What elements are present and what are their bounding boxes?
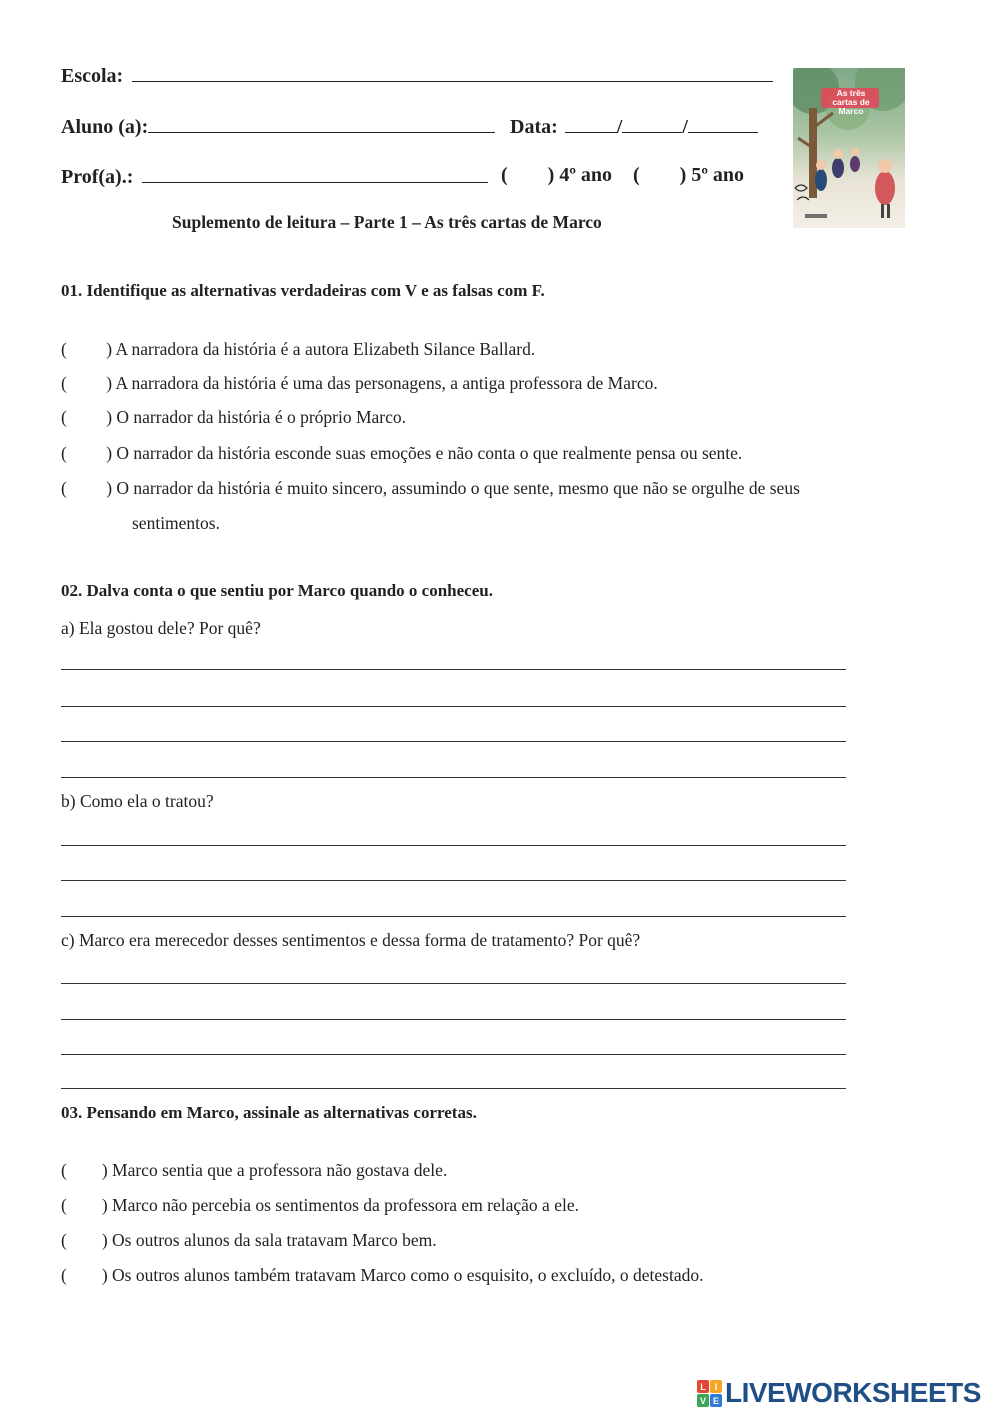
q1-item-3[interactable]: ( ) O narrador da história é o próprio Marco.: [61, 407, 407, 427]
date-month-blank[interactable]: [622, 114, 682, 133]
answer-line[interactable]: [61, 1088, 846, 1089]
date-year-blank[interactable]: [688, 114, 758, 133]
svg-text:V: V: [699, 1396, 707, 1406]
answer-line[interactable]: [61, 741, 846, 742]
answer-line[interactable]: [61, 669, 846, 670]
answer-line[interactable]: [61, 1019, 846, 1020]
q1-item-2[interactable]: ( ) A narradora da história é uma das personagens, a antiga professora de Marco.: [61, 373, 658, 393]
answer-line[interactable]: [61, 777, 846, 778]
q3-item-2[interactable]: ( ) Marco não percebia os sentimentos da professora em relação a ele.: [61, 1195, 579, 1215]
school-label: Escola:: [61, 65, 124, 87]
student-field[interactable]: [61, 114, 495, 139]
teacher-label: Prof(a).:: [61, 166, 134, 188]
student-blank[interactable]: [148, 114, 495, 133]
q2-b-prompt: b) Como ela o tratou?: [61, 791, 214, 811]
answer-line[interactable]: [61, 983, 846, 984]
date-field[interactable]: [510, 114, 758, 139]
q3-title: 03. Pensando em Marco, assinale as alternativas corretas.: [61, 1103, 477, 1122]
school-blank[interactable]: [132, 63, 773, 82]
answer-line[interactable]: [61, 916, 846, 917]
brand-name: LIVEWORKSHEETS: [725, 1377, 981, 1408]
date-slash: /: [682, 116, 688, 138]
grade-5-option[interactable]: ( ) 5º ano: [633, 164, 745, 186]
q2-c-prompt: c) Marco era merecedor desses sentimentos e dessa forma de tratamento? Por quê?: [61, 930, 641, 950]
q1-item-5[interactable]: ( ) O narrador da história é muito sincero, assumindo o que sente, mesmo que não se orgulhe de seus: [61, 478, 800, 498]
q3-item-3[interactable]: ( ) Os outros alunos da sala tratavam Marco bem.: [61, 1230, 437, 1250]
answer-line[interactable]: [61, 706, 846, 707]
q1-title: 01. Identifique as alternativas verdadeiras com V e as falsas com F.: [61, 281, 545, 300]
date-day-blank[interactable]: [565, 114, 617, 133]
answer-line[interactable]: [61, 845, 846, 846]
teacher-field[interactable]: [61, 164, 488, 189]
svg-text:I: I: [714, 1382, 718, 1392]
book-cover-image: [793, 68, 905, 228]
q3-item-1[interactable]: ( ) Marco sentia que a professora não gostava dele.: [61, 1160, 448, 1180]
q2-a-prompt: a) Ela gostou dele? Por quê?: [61, 618, 261, 638]
logo-blocks-icon: [697, 1380, 723, 1408]
date-slash: /: [616, 116, 623, 138]
student-label: Aluno (a):: [61, 116, 149, 138]
q1-item-1[interactable]: ( ) A narradora da história é a autora Elizabeth Silance Ballard.: [61, 339, 536, 359]
teacher-blank[interactable]: [142, 164, 488, 183]
grade-4-option[interactable]: ( ) 4º ano: [501, 164, 613, 186]
page-subtitle: Suplemento de leitura – Parte 1 – As três cartas de Marco: [172, 212, 602, 232]
answer-line[interactable]: [61, 880, 846, 881]
date-label: Data:: [510, 116, 558, 138]
q2-title: 02. Dalva conta o que sentiu por Marco quando o conheceu.: [61, 581, 493, 600]
school-field[interactable]: [61, 63, 773, 88]
svg-text:E: E: [712, 1396, 720, 1406]
q1-item-4[interactable]: ( ) O narrador da história esconde suas emoções e não conta o que realmente pensa ou sente.: [61, 443, 743, 463]
book-cover-title: As três cartas de Marco: [832, 88, 870, 116]
answer-line[interactable]: [61, 1054, 846, 1055]
q3-item-4[interactable]: ( ) Os outros alunos também tratavam Marco como o esquisito, o excluído, o detestado.: [61, 1265, 704, 1285]
svg-text:L: L: [700, 1382, 706, 1392]
q1-item-5-continued: sentimentos.: [132, 513, 220, 533]
